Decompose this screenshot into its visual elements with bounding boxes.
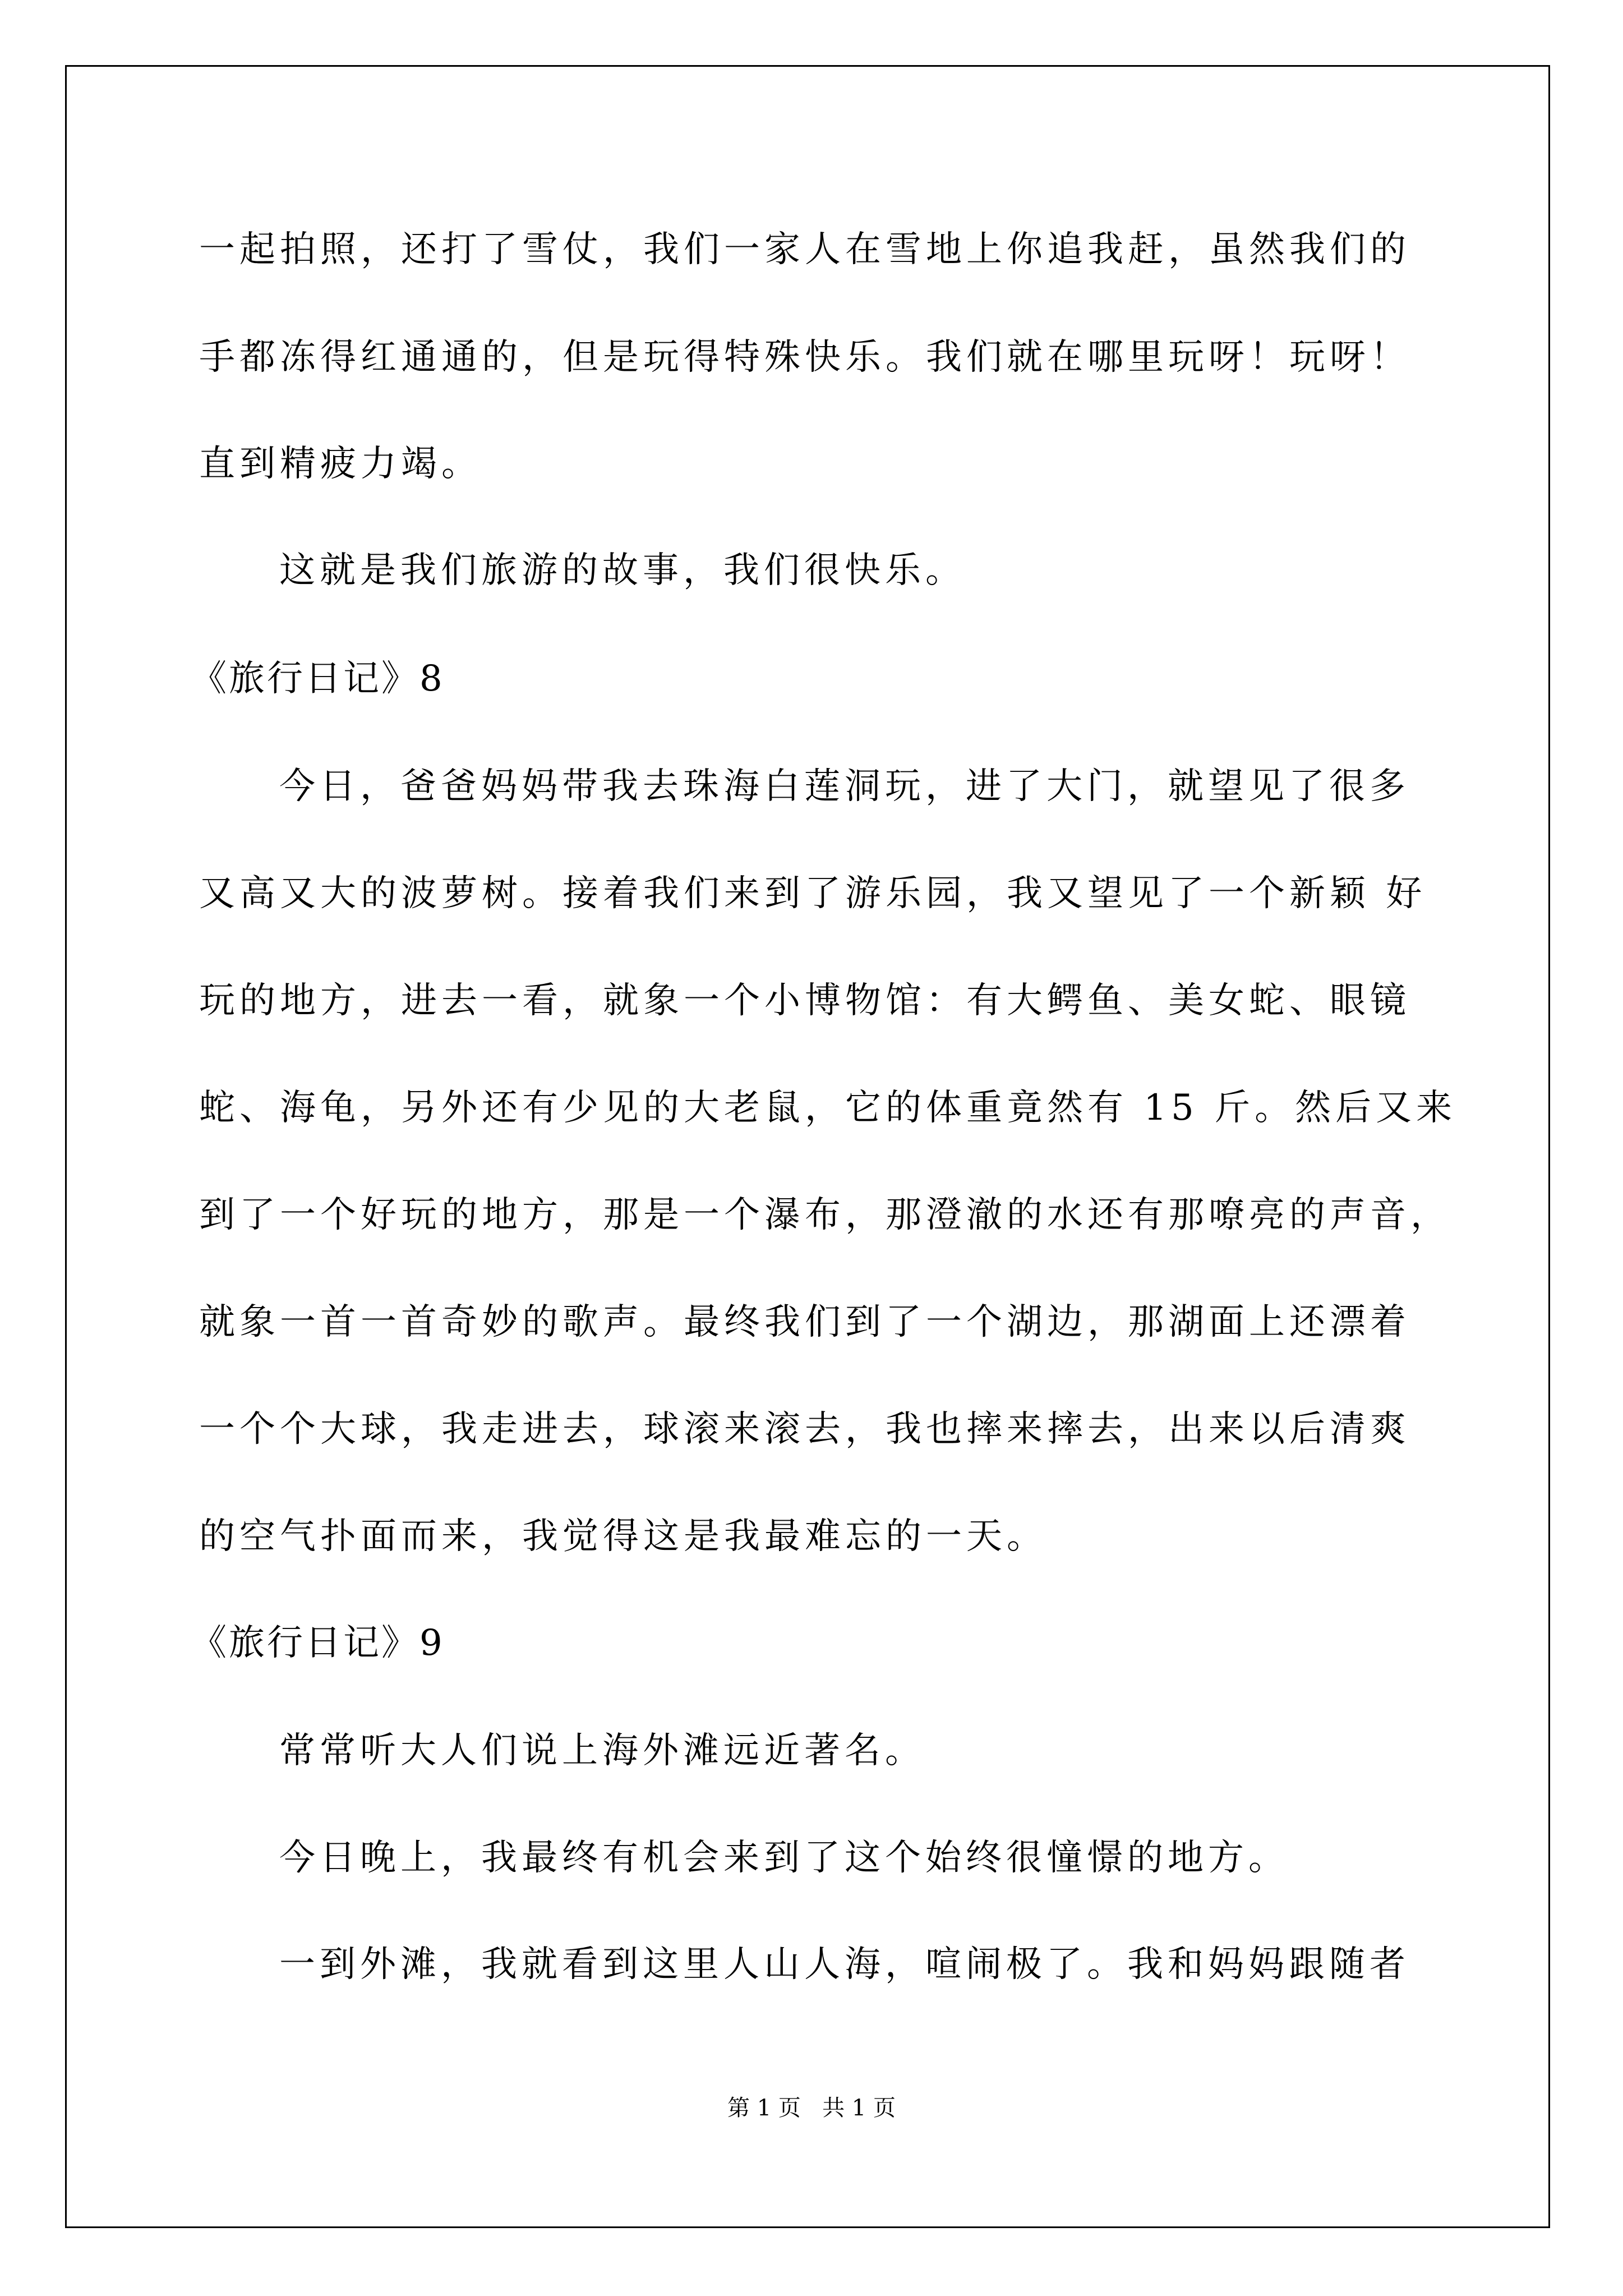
text-line: 蛇、海龟，另外还有少见的大老鼠，它的体重竟然有 15 斤。然后又来 <box>199 1087 1457 1129</box>
text-line: 就象一首一首奇妙的歌声。最终我们到了一个湖边，那湖面上还漂着 <box>199 1301 1410 1343</box>
text-line: 常常听大人们说上海外滩远近著名。 <box>279 1730 925 1772</box>
text-line: 又高又大的波萝树。接着我们来到了游乐园，我又望见了一个新颖 好 <box>199 873 1427 914</box>
text-line: 直到精疲力竭。 <box>199 443 482 485</box>
section-heading: 《旅行日记》9 <box>191 1622 445 1664</box>
text-line: 一个个大球，我走进去，球滚来滚去，我也摔来摔去，出来以后清爽 <box>199 1409 1410 1450</box>
text-line: 手都冻得红通通的，但是玩得特殊快乐。我们就在哪里玩呀！玩呀！ <box>199 337 1410 378</box>
text-line: 一到外滩，我就看到这里人山人海，喧闹极了。我和妈妈跟随者 <box>279 1944 1410 1985</box>
text-line: 的空气扑面而来，我觉得这是我最难忘的一天。 <box>199 1516 1047 1557</box>
page-number-footer: 第 1 页 共 1 页 <box>727 2095 896 2121</box>
section-heading: 《旅行日记》8 <box>191 658 445 700</box>
page-border <box>65 65 1550 2228</box>
text-line: 今日晚上，我最终有机会来到了这个始终很憧憬的地方。 <box>279 1837 1289 1879</box>
text-line: 到了一个好玩的地方，那是一个瀑布，那澄澈的水还有那嘹亮的声音， <box>199 1194 1451 1236</box>
text-line: 今日，爸爸妈妈带我去珠海白莲洞玩，进了大门，就望见了很多 <box>279 766 1410 807</box>
text-line: 玩的地方，进去一看，就象一个小博物馆：有大鳄鱼、美女蛇、眼镜 <box>199 980 1410 1022</box>
text-line: 这就是我们旅游的故事，我们很快乐。 <box>279 550 966 591</box>
text-line: 一起拍照，还打了雪仗，我们一家人在雪地上你追我赶，虽然我们的 <box>199 229 1410 270</box>
